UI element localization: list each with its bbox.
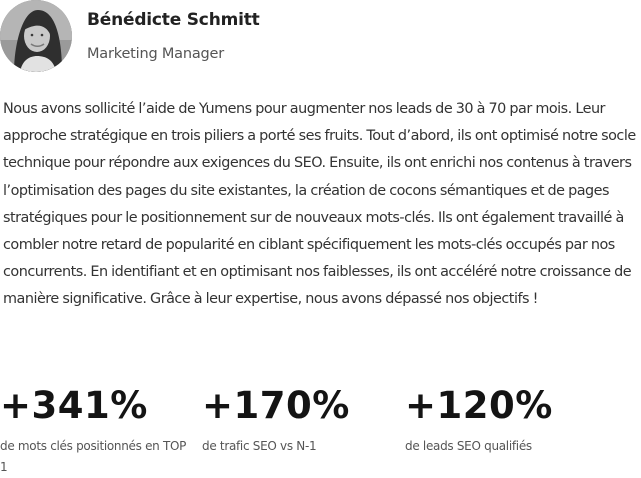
- stat-item: [405, 384, 600, 457]
- stat-item: [0, 384, 195, 478]
- stats-row: [0, 384, 641, 473]
- stat-label: de trafic SEO vs N-1: [202, 439, 317, 453]
- stat-label: de mots clés positionnés en TOP 1: [0, 439, 187, 474]
- reviewer-name: Bénédicte Schmitt: [87, 10, 260, 30]
- testimonial-text: Nous avons sollicité l’aide de Yumens pour augmenter nos leads de 30 à 70 par mois. Leur approche stratégique en trois piliers a porté ses fruits. Tout d’abord, ils ont optimisé notre socle technique pour répondre aux exigences du SEO. Ensuite, ils ont enrichi nos contenus à travers l’optimisation des pages du site existantes, la création de cocons sémantiques et de pages stratégiques pour le positionnement sur de nouveaux mots-clés. Ils ont également travaillé à combler notre retard de popularité en ciblant spécifiquement les mots-clés occupés par nos concurrents. En identifiant et en optimisant nos faiblesses, ils ont accéléré notre croissance de manière significative. Grâce à leur expertise, nous avons dépassé nos objectifs !: [3, 101, 636, 308]
- stat-value: +120%: [405, 384, 553, 427]
- reviewer-role: Marketing Manager: [87, 46, 225, 62]
- avatar: [0, 0, 72, 72]
- avatar-photo: [0, 0, 72, 72]
- stat-item: [202, 384, 397, 457]
- stat-value: +341%: [0, 384, 148, 427]
- stat-label: de leads SEO qualifiés: [405, 439, 532, 453]
- stat-value: +170%: [202, 384, 350, 427]
- profile-header: [0, 0, 641, 82]
